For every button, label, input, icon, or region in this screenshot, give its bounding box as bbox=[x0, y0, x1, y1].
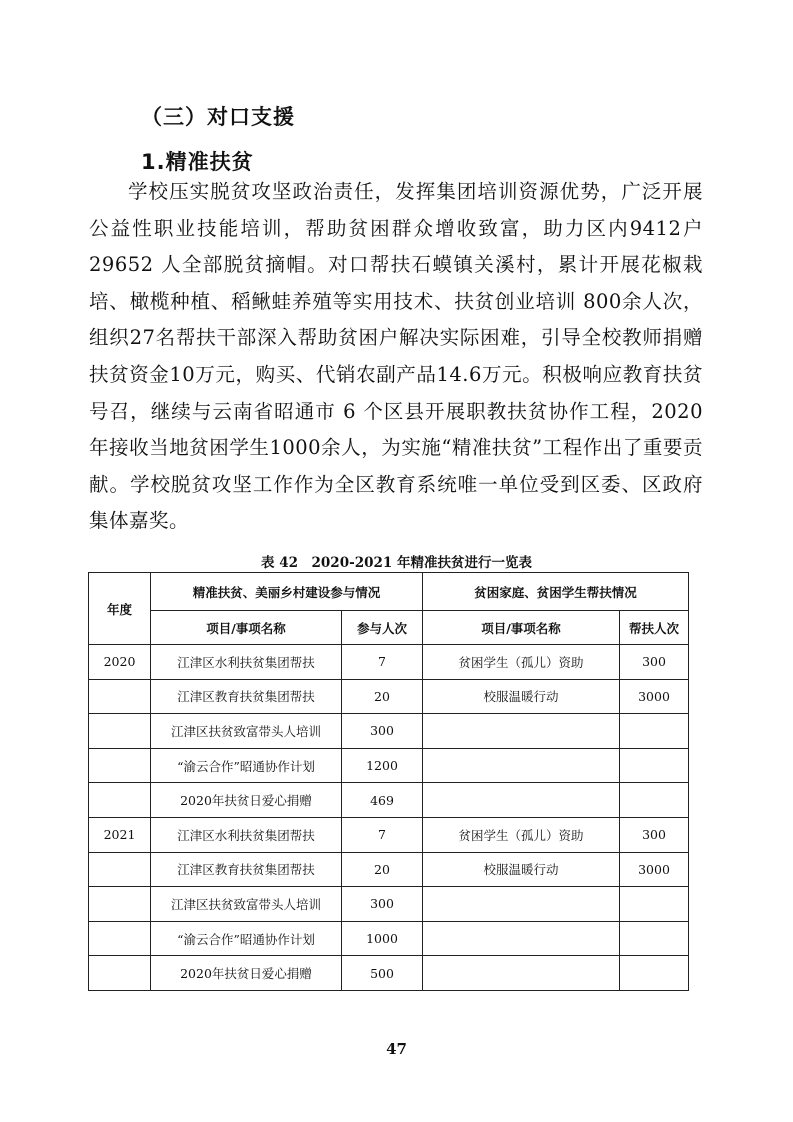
cell-participant-count: 500 bbox=[342, 956, 423, 991]
cell-year bbox=[89, 956, 151, 991]
cell-item-name-1: 江津区水利扶贫集团帮扶 bbox=[151, 645, 342, 680]
table-row bbox=[89, 887, 689, 922]
cell-item-name-1: 2020年扶贫日爱心捐赠 bbox=[151, 783, 342, 818]
cell-item-name-2: 校服温暖行动 bbox=[423, 852, 620, 887]
cell-assisted-count bbox=[620, 714, 689, 749]
table-row bbox=[89, 714, 689, 749]
cell-item-name-1: 江津区教育扶贫集团帮扶 bbox=[151, 679, 342, 714]
cell-year bbox=[89, 748, 151, 783]
cell-year bbox=[89, 921, 151, 956]
cell-year bbox=[89, 852, 151, 887]
cell-assisted-count bbox=[620, 921, 689, 956]
header-item-name-2: 项目/事项名称 bbox=[423, 611, 620, 645]
cell-participant-count: 7 bbox=[342, 645, 423, 680]
cell-assisted-count bbox=[620, 783, 689, 818]
table-row bbox=[89, 852, 689, 887]
cell-item-name-2: 校服温暖行动 bbox=[423, 679, 620, 714]
cell-item-name-2: 贫困学生（孤儿）资助 bbox=[423, 645, 620, 680]
table-row bbox=[89, 817, 689, 852]
cell-item-name-2 bbox=[423, 956, 620, 991]
cell-assisted-count bbox=[620, 956, 689, 991]
cell-item-name-2 bbox=[423, 714, 620, 749]
cell-assisted-count: 300 bbox=[620, 817, 689, 852]
header-year: 年度 bbox=[89, 573, 151, 645]
cell-assisted-count: 300 bbox=[620, 645, 689, 680]
table-row bbox=[89, 748, 689, 783]
table-row bbox=[89, 783, 689, 818]
table-row bbox=[89, 679, 689, 714]
table-subheader-row bbox=[89, 611, 689, 645]
cell-item-name-1: 2020年扶贫日爱心捐赠 bbox=[151, 956, 342, 991]
cell-year bbox=[89, 714, 151, 749]
cell-participant-count: 1200 bbox=[342, 748, 423, 783]
cell-participant-count: 300 bbox=[342, 887, 423, 922]
cell-item-name-1: 江津区扶贫致富带头人培训 bbox=[151, 887, 342, 922]
header-participant-count: 参与人次 bbox=[342, 611, 423, 645]
poverty-alleviation-table bbox=[88, 572, 689, 991]
header-group-assistance: 贫困家庭、贫困学生帮扶情况 bbox=[423, 573, 689, 611]
cell-participant-count: 20 bbox=[342, 852, 423, 887]
cell-year bbox=[89, 783, 151, 818]
page-number: 47 bbox=[386, 1040, 407, 1058]
table-caption: 表 42 2020-2021 年精准扶贫进行一览表 bbox=[261, 555, 532, 571]
header-group-participation: 精准扶贫、美丽乡村建设参与情况 bbox=[151, 573, 423, 611]
cell-item-name-1: 江津区教育扶贫集团帮扶 bbox=[151, 852, 342, 887]
table-header-row bbox=[89, 573, 689, 611]
cell-participant-count: 469 bbox=[342, 783, 423, 818]
header-item-name-1: 项目/事项名称 bbox=[151, 611, 342, 645]
cell-year bbox=[89, 679, 151, 714]
cell-year: 2021 bbox=[89, 817, 151, 852]
table-row bbox=[89, 956, 689, 991]
cell-item-name-2 bbox=[423, 748, 620, 783]
cell-participant-count: 300 bbox=[342, 714, 423, 749]
cell-participant-count: 7 bbox=[342, 817, 423, 852]
cell-item-name-1: “渝云合作”昭通协作计划 bbox=[151, 921, 342, 956]
cell-item-name-2 bbox=[423, 921, 620, 956]
header-assisted-count: 帮扶人次 bbox=[620, 611, 689, 645]
cell-assisted-count bbox=[620, 887, 689, 922]
table-row bbox=[89, 921, 689, 956]
cell-assisted-count bbox=[620, 748, 689, 783]
cell-assisted-count: 3000 bbox=[620, 679, 689, 714]
cell-item-name-2 bbox=[423, 783, 620, 818]
section-heading: （三）对口支援 bbox=[141, 105, 295, 129]
cell-item-name-1: 江津区水利扶贫集团帮扶 bbox=[151, 817, 342, 852]
cell-item-name-2: 贫困学生（孤儿）资助 bbox=[423, 817, 620, 852]
table-row bbox=[89, 645, 689, 680]
cell-item-name-1: “渝云合作”昭通协作计划 bbox=[151, 748, 342, 783]
cell-year: 2020 bbox=[89, 645, 151, 680]
cell-assisted-count: 3000 bbox=[620, 852, 689, 887]
subsection-heading: 1.精准扶贫 bbox=[141, 150, 254, 174]
cell-participant-count: 20 bbox=[342, 679, 423, 714]
cell-participant-count: 1000 bbox=[342, 921, 423, 956]
body-paragraph: 学校压实脱贫攻坚政治责任，发挥集团培训资源优势，广泛开展公益性职业技能培训，帮助贫困群众增收致富，助力区内9412户 29652 人全部脱贫摘帽。对口帮扶石蟆镇关溪村，累计开展花椒栽培、橄榄种植、稻鳅蛙养殖等实用技术、扶贫创业培训 800余人次，组织27名帮扶干部深入帮助贫困户解决实际困难，引导全校教师捐赠扶贫资金10万元，购买、代销农副产品14.6万元。积极响应教育扶贫号召，继续与云南省昭通市 6 个区县开展职教扶贫协作工程，2020年接收当地贫困学生1000余人，为实施“精准扶贫”工程作出了重要贡献。学校脱贫攻坚工作作为全区教育系统唯一单位受到区委、区政府集体嘉奖。 bbox=[89, 180, 703, 533]
cell-item-name-2 bbox=[423, 887, 620, 922]
cell-item-name-1: 江津区扶贫致富带头人培训 bbox=[151, 714, 342, 749]
cell-year bbox=[89, 887, 151, 922]
